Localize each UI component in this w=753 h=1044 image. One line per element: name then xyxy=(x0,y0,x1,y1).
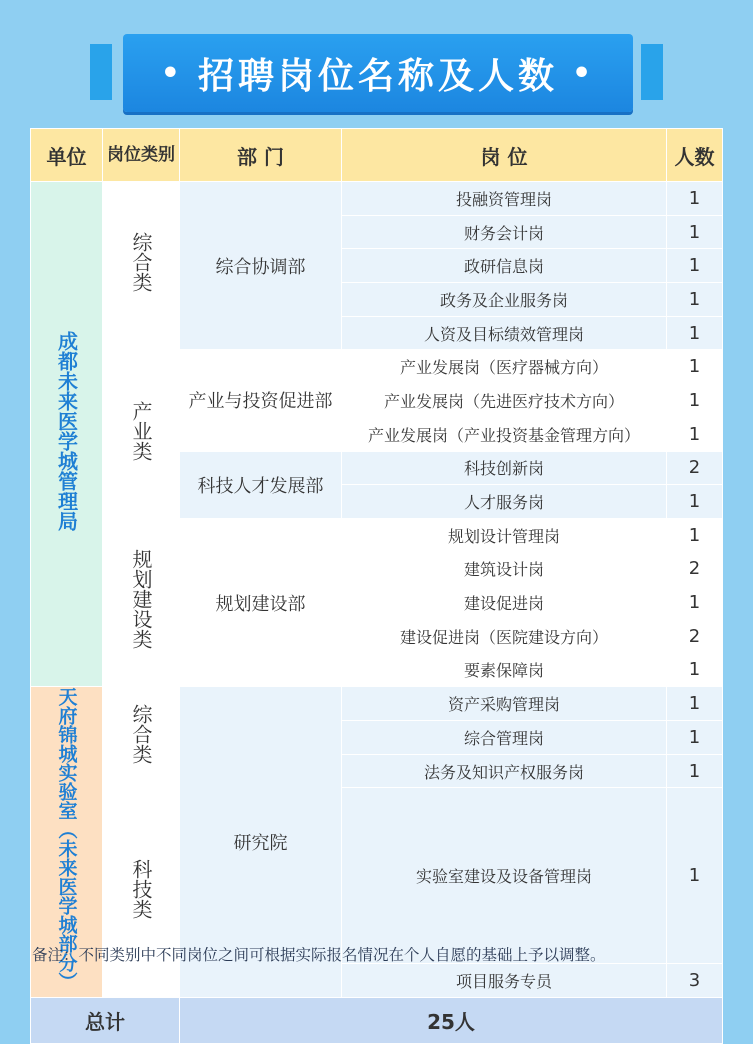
count-cell: 1 xyxy=(667,586,723,620)
header-count: 人数 xyxy=(667,129,723,182)
count-cell: 1 xyxy=(667,653,723,687)
category-cell: 科技类 xyxy=(103,788,180,998)
total-label: 总计 xyxy=(31,998,180,1044)
count-cell: 1 xyxy=(667,283,723,317)
unit-cell-1: 成都未来医学城管理局 xyxy=(31,182,103,687)
title-text: 招聘岗位名称及人数 xyxy=(197,54,558,97)
title-banner xyxy=(0,0,753,120)
position-cell: 资产采购管理岗 xyxy=(342,687,667,721)
table-row xyxy=(31,182,723,216)
table-header-row xyxy=(31,129,723,182)
category-cell: 产业类 xyxy=(103,350,180,518)
page-title xyxy=(123,34,633,112)
header-unit: 单位 xyxy=(31,129,103,182)
table-row xyxy=(31,788,723,964)
title-dot-right: • xyxy=(572,55,596,91)
position-cell: 人才服务岗 xyxy=(342,485,667,519)
title-dot-left: • xyxy=(160,55,184,91)
count-cell: 2 xyxy=(667,451,723,485)
position-cell: 投融资管理岗 xyxy=(342,182,667,216)
count-cell: 1 xyxy=(667,518,723,552)
recruitment-table xyxy=(30,128,723,1044)
count-cell: 1 xyxy=(667,215,723,249)
position-cell: 建筑设计岗 xyxy=(342,552,667,586)
count-cell: 1 xyxy=(667,485,723,519)
title-decor-left xyxy=(90,44,112,100)
table-row xyxy=(31,518,723,552)
footnote: 备注：不同类别中不同岗位之间可根据实际报名情况在个人自愿的基础上予以调整。 xyxy=(32,946,606,964)
count-cell: 1 xyxy=(667,384,723,418)
total-value: 25人 xyxy=(180,998,723,1044)
category-cell: 规划建设类 xyxy=(103,518,180,686)
position-cell: 建设促进岗（医院建设方向） xyxy=(342,619,667,653)
department-cell: 研究院 xyxy=(180,687,342,998)
count-cell: 1 xyxy=(667,417,723,451)
position-cell: 财务会计岗 xyxy=(342,215,667,249)
department-cell: 科技人才发展部 xyxy=(180,451,342,518)
position-cell: 综合管理岗 xyxy=(342,721,667,755)
title-decor-right xyxy=(641,44,663,100)
category-cell: 综合类 xyxy=(103,687,180,788)
department-cell: 产业与投资促进部 xyxy=(180,350,342,451)
header-department: 部 门 xyxy=(180,129,342,182)
position-cell: 建设促进岗 xyxy=(342,586,667,620)
count-cell: 1 xyxy=(667,788,723,964)
count-cell: 1 xyxy=(667,350,723,384)
position-cell: 要素保障岗 xyxy=(342,653,667,687)
position-cell: 产业发展岗（先进医疗技术方向） xyxy=(342,384,667,418)
count-cell: 1 xyxy=(667,687,723,721)
count-cell: 1 xyxy=(667,754,723,788)
position-cell: 项目服务专员 xyxy=(342,964,667,998)
unit-cell-2: 天府锦城实验室（未来医学城部分） xyxy=(31,687,103,998)
department-cell: 综合协调部 xyxy=(180,182,342,350)
position-cell: 政务及企业服务岗 xyxy=(342,283,667,317)
category-cell: 综合类 xyxy=(103,182,180,350)
count-cell: 2 xyxy=(667,619,723,653)
header-category: 岗位类别 xyxy=(103,129,180,182)
header-position: 岗 位 xyxy=(342,129,667,182)
table-row xyxy=(31,350,723,384)
position-cell: 实验室建设及设备管理岗 xyxy=(342,788,667,964)
department-cell: 规划建设部 xyxy=(180,518,342,686)
total-row xyxy=(31,998,723,1044)
position-cell: 产业发展岗（医疗器械方向） xyxy=(342,350,667,384)
position-cell: 人资及目标绩效管理岗 xyxy=(342,316,667,350)
table-row xyxy=(31,687,723,721)
count-cell: 3 xyxy=(667,964,723,998)
count-cell: 1 xyxy=(667,182,723,216)
position-cell: 产业发展岗（产业投资基金管理方向） xyxy=(342,417,667,451)
position-cell: 规划设计管理岗 xyxy=(342,518,667,552)
position-cell: 政研信息岗 xyxy=(342,249,667,283)
count-cell: 2 xyxy=(667,552,723,586)
position-cell: 法务及知识产权服务岗 xyxy=(342,754,667,788)
count-cell: 1 xyxy=(667,721,723,755)
position-cell: 科技创新岗 xyxy=(342,451,667,485)
count-cell: 1 xyxy=(667,316,723,350)
count-cell: 1 xyxy=(667,249,723,283)
